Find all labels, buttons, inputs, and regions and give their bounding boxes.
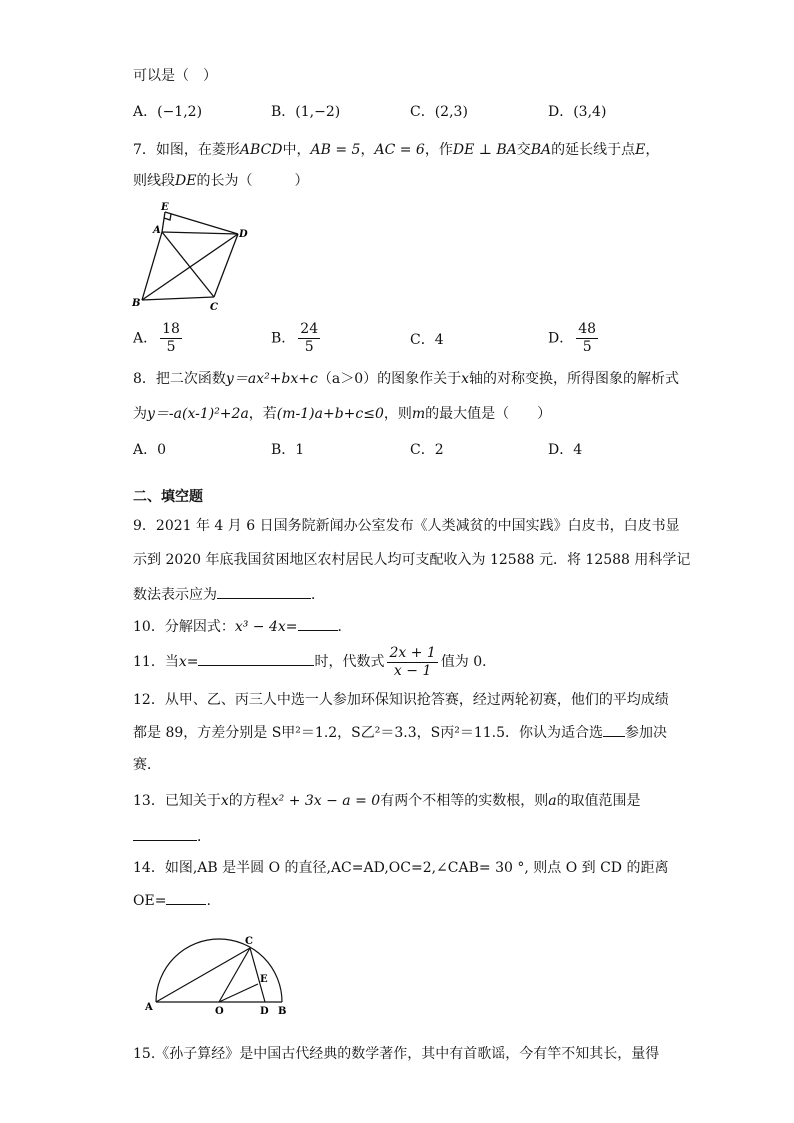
q6-option-c: C．(2,3): [410, 104, 468, 120]
q9-answer-blank[interactable]: [217, 584, 311, 599]
q13-line1: 13．已知关于x的方程x² + 3x − a = 0有两个不相等的实数根，则a的取值范围是: [133, 793, 641, 809]
q12-line3: 赛．: [133, 757, 161, 773]
q6-tail: 可以是（ ）: [133, 68, 217, 84]
q14-label-o: O: [215, 1006, 224, 1017]
q13-line2: ．: [133, 826, 211, 847]
q7-option-a: A． $\frac{18}{5}$: [133, 321, 180, 355]
q10-answer-blank[interactable]: [298, 616, 338, 631]
q14-answer-blank[interactable]: [166, 890, 206, 905]
q14-label-d: D: [260, 1006, 269, 1017]
q14-label-b: B: [278, 1006, 287, 1017]
q14-line2: OE= .: [133, 890, 211, 911]
q7-stem-line1: 7．如图，在菱形ABCD中，AB = 5，AC = 6，作DE ⊥ BA交BA的延长线于点E，: [133, 142, 660, 158]
q6-option-d: D．(3,4): [548, 104, 607, 120]
q8-option-a: A．0: [133, 442, 167, 458]
q11-line: 11．当x= 时，代数式 $\frac{2x + 1}{x - 1}$ 值为 0．: [133, 644, 497, 679]
q9-line2: 示到 2020 年底我国贫困地区农村居民人均可支配收入为 12588 元．将 12588 用科学记: [133, 552, 691, 568]
q8-option-b: B．1: [271, 442, 305, 458]
q12-answer-blank[interactable]: [603, 722, 625, 737]
q14-semicircle-figure: [140, 928, 300, 1020]
section-title-fill-in: 二、填空题: [133, 489, 203, 505]
q7-label-c: C: [210, 302, 218, 313]
q8-stem-line1: 8．把二次函数y＝ax²+bx+c（a＞0）的图象作关于x轴的对称变换，所得图象的解析式: [133, 371, 680, 387]
q7-option-b: B． $\frac{24}{5}$: [271, 321, 319, 355]
q14-label-e: E: [260, 974, 268, 985]
q9-line1: 9．2021 年 4 月 6 日国务院新闻办公室发布《人类减贫的中国实践》白皮书，白皮书显: [133, 518, 680, 534]
q10-line: 10．分解因式：x³ − 4x= ．: [133, 616, 352, 637]
q9-line3: 数法表示应为 ．: [133, 584, 325, 605]
q14-label-c: C: [245, 936, 253, 947]
q15-line1: 15.《孙子算经》是中国古代经典的数学著作，其中有首歌谣，今有竿不知其长，量得: [133, 1046, 660, 1062]
q8-option-d: D．4: [548, 442, 583, 458]
q7-label-d: D: [239, 229, 248, 240]
q7-label-e: E: [161, 202, 169, 213]
q6-option-a: A．(−1,2): [133, 104, 203, 120]
q7-label-b: B: [132, 298, 141, 309]
q14-label-a: A: [145, 1002, 153, 1013]
q12-line2: 都是 89，方差分别是 S甲²＝1.2，S乙²＝3.3，S丙²＝11.5．你认为适合选 参加决: [133, 722, 667, 743]
q13-answer-blank[interactable]: [133, 826, 197, 841]
q8-option-c: C．2: [410, 442, 444, 458]
q7-stem-line2: 则线段DE的长为（ ）: [133, 173, 309, 189]
q11-answer-blank[interactable]: [198, 651, 314, 666]
q6-option-b: B．(1,−2): [271, 104, 341, 120]
q7-label-a: A: [153, 225, 161, 236]
q7-option-c: C．4: [410, 332, 444, 348]
q7-option-d: D． $\frac{48}{5}$: [548, 321, 597, 355]
q8-stem-line2: 为y＝-a(x-1)²+2a，若(m-1)a+b+c≤0，则m的最大值是（ ）: [133, 406, 552, 422]
q12-line1: 12．从甲、乙、丙三人中选一人参加环保知识抢答赛，经过两轮初赛，他们的平均成绩: [133, 692, 669, 708]
q7-rhombus-figure: [128, 198, 258, 318]
q14-line1: 14．如图,AB 是半圆 O 的直径,AC=AD,OC=2,∠CAB= 30 °, 则点 O 到 CD 的距离: [133, 860, 669, 876]
